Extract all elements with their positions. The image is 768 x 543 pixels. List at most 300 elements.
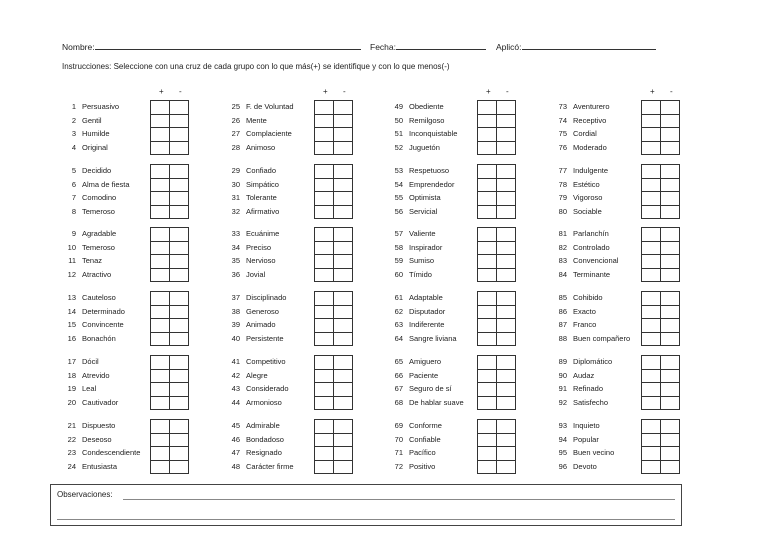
- plus-checkbox[interactable]: [641, 205, 661, 220]
- item-word: Inconquistable: [409, 129, 458, 138]
- plus-checkbox[interactable]: [314, 318, 334, 333]
- plus-checkbox[interactable]: [641, 127, 661, 142]
- minus-checkbox[interactable]: [496, 164, 516, 179]
- plus-checkbox[interactable]: [150, 141, 170, 156]
- minus-checkbox[interactable]: [333, 382, 353, 397]
- plus-checkbox[interactable]: [150, 127, 170, 142]
- plus-checkbox[interactable]: [314, 419, 334, 434]
- minus-label: -: [179, 87, 182, 96]
- plus-checkbox[interactable]: [314, 178, 334, 193]
- item-number: 48: [231, 461, 240, 471]
- plus-checkbox[interactable]: [314, 205, 334, 220]
- plus-checkbox[interactable]: [150, 227, 170, 242]
- plus-checkbox[interactable]: [641, 318, 661, 333]
- plus-checkbox[interactable]: [641, 178, 661, 193]
- item-number: 57: [394, 229, 403, 238]
- plus-checkbox[interactable]: [150, 291, 170, 306]
- plus-checkbox[interactable]: [477, 191, 497, 206]
- plus-checkbox[interactable]: [150, 164, 170, 179]
- minus-checkbox[interactable]: [333, 332, 353, 347]
- adjective-item: [389, 191, 441, 205]
- minus-checkbox[interactable]: [496, 100, 516, 115]
- item-word: Comodino: [82, 193, 117, 202]
- item-word: Considerado: [246, 384, 289, 393]
- plus-checkbox[interactable]: [477, 396, 497, 411]
- item-number: 40: [231, 333, 240, 343]
- plus-checkbox[interactable]: [641, 227, 661, 242]
- adjective-item: [389, 460, 435, 474]
- plus-checkbox[interactable]: [150, 355, 170, 370]
- minus-checkbox[interactable]: [660, 382, 680, 397]
- plus-checkbox[interactable]: [641, 460, 661, 475]
- minus-checkbox[interactable]: [496, 433, 516, 448]
- minus-checkbox[interactable]: [333, 164, 353, 179]
- observations-line-2[interactable]: [57, 519, 675, 520]
- minus-checkbox[interactable]: [333, 205, 353, 220]
- answer-grid: [314, 227, 354, 281]
- item-word: Temeroso: [82, 242, 115, 252]
- item-word: Moderado: [573, 142, 607, 152]
- minus-checkbox[interactable]: [660, 227, 680, 242]
- item-word: Parlanchín: [573, 229, 609, 238]
- plus-checkbox[interactable]: [150, 446, 170, 461]
- minus-checkbox[interactable]: [169, 419, 189, 434]
- item-word: Cohibido: [573, 293, 603, 302]
- plus-checkbox[interactable]: [150, 241, 170, 256]
- answer-grid: [477, 355, 517, 409]
- minus-checkbox[interactable]: [660, 268, 680, 283]
- minus-checkbox[interactable]: [660, 318, 680, 333]
- minus-checkbox[interactable]: [496, 127, 516, 142]
- adjective-item: [226, 318, 276, 332]
- item-number: 61: [394, 293, 403, 302]
- plus-checkbox[interactable]: [314, 396, 334, 411]
- plus-checkbox[interactable]: [477, 419, 497, 434]
- plus-checkbox[interactable]: [641, 141, 661, 156]
- adjective-item: [553, 332, 630, 346]
- date-line[interactable]: [396, 40, 486, 50]
- item-number: 72: [394, 461, 403, 471]
- minus-checkbox[interactable]: [333, 241, 353, 256]
- plus-checkbox[interactable]: [641, 254, 661, 269]
- item-number: 26: [231, 115, 240, 125]
- plus-checkbox[interactable]: [150, 268, 170, 283]
- minus-checkbox[interactable]: [169, 446, 189, 461]
- adjective-item: [62, 241, 115, 255]
- minus-checkbox[interactable]: [660, 178, 680, 193]
- plus-checkbox[interactable]: [314, 460, 334, 475]
- plus-checkbox[interactable]: [477, 291, 497, 306]
- plus-checkbox[interactable]: [477, 241, 497, 256]
- item-number: 52: [394, 142, 403, 152]
- minus-checkbox[interactable]: [169, 355, 189, 370]
- adjective-item: [226, 268, 265, 282]
- plus-checkbox[interactable]: [641, 419, 661, 434]
- plus-checkbox[interactable]: [150, 460, 170, 475]
- adjective-group: [389, 227, 551, 283]
- plus-checkbox[interactable]: [150, 433, 170, 448]
- minus-checkbox[interactable]: [169, 305, 189, 320]
- item-number: 60: [394, 269, 403, 279]
- minus-checkbox[interactable]: [660, 191, 680, 206]
- plus-checkbox[interactable]: [477, 446, 497, 461]
- plus-checkbox[interactable]: [314, 191, 334, 206]
- minus-checkbox[interactable]: [169, 318, 189, 333]
- minus-checkbox[interactable]: [660, 254, 680, 269]
- plus-checkbox[interactable]: [477, 127, 497, 142]
- minus-checkbox[interactable]: [496, 241, 516, 256]
- adjective-item: [62, 291, 116, 305]
- plus-checkbox[interactable]: [314, 355, 334, 370]
- minus-label: -: [670, 87, 673, 96]
- plus-checkbox[interactable]: [477, 305, 497, 320]
- plus-checkbox[interactable]: [641, 355, 661, 370]
- minus-checkbox[interactable]: [496, 382, 516, 397]
- plus-checkbox[interactable]: [150, 332, 170, 347]
- item-word: Refinado: [573, 384, 604, 393]
- minus-checkbox[interactable]: [496, 305, 516, 320]
- minus-checkbox[interactable]: [169, 332, 189, 347]
- minus-checkbox[interactable]: [496, 460, 516, 475]
- minus-checkbox[interactable]: [169, 227, 189, 242]
- minus-checkbox[interactable]: [333, 460, 353, 475]
- plus-checkbox[interactable]: [641, 433, 661, 448]
- observations-box[interactable]: [50, 484, 682, 526]
- item-number: 87: [558, 320, 567, 329]
- adjective-item: [389, 100, 444, 114]
- item-number: 73: [558, 102, 567, 111]
- adjective-group: [553, 227, 715, 283]
- item-word: Estético: [573, 179, 600, 189]
- plus-checkbox[interactable]: [314, 254, 334, 269]
- plus-checkbox[interactable]: [477, 178, 497, 193]
- plus-checkbox[interactable]: [314, 241, 334, 256]
- minus-checkbox[interactable]: [496, 254, 516, 269]
- minus-checkbox[interactable]: [169, 268, 189, 283]
- minus-checkbox[interactable]: [169, 178, 189, 193]
- plus-checkbox[interactable]: [314, 332, 334, 347]
- minus-checkbox[interactable]: [496, 446, 516, 461]
- plus-checkbox[interactable]: [641, 446, 661, 461]
- minus-checkbox[interactable]: [660, 460, 680, 475]
- minus-checkbox[interactable]: [169, 433, 189, 448]
- minus-checkbox[interactable]: [496, 355, 516, 370]
- plus-checkbox[interactable]: [314, 446, 334, 461]
- plus-checkbox[interactable]: [477, 254, 497, 269]
- minus-checkbox[interactable]: [496, 191, 516, 206]
- minus-checkbox[interactable]: [660, 127, 680, 142]
- plus-checkbox[interactable]: [150, 382, 170, 397]
- minus-checkbox[interactable]: [496, 114, 516, 129]
- adjective-item: [62, 254, 102, 268]
- name-field[interactable]: [62, 40, 361, 52]
- plus-checkbox[interactable]: [314, 268, 334, 283]
- item-word: Aventurero: [573, 102, 610, 111]
- minus-checkbox[interactable]: [660, 446, 680, 461]
- item-word: Nervioso: [246, 256, 276, 265]
- item-number: 10: [67, 242, 76, 252]
- item-number: 58: [394, 242, 403, 252]
- item-number: 56: [394, 206, 403, 216]
- minus-checkbox[interactable]: [496, 141, 516, 156]
- minus-checkbox[interactable]: [496, 227, 516, 242]
- plus-checkbox[interactable]: [314, 382, 334, 397]
- minus-checkbox[interactable]: [169, 127, 189, 142]
- minus-checkbox[interactable]: [660, 396, 680, 411]
- minus-checkbox[interactable]: [660, 205, 680, 220]
- answer-grid: [314, 419, 354, 473]
- adjective-item: [226, 191, 277, 205]
- adjective-item: [62, 355, 99, 369]
- minus-checkbox[interactable]: [169, 460, 189, 475]
- minus-checkbox[interactable]: [496, 396, 516, 411]
- plus-checkbox[interactable]: [641, 114, 661, 129]
- minus-checkbox[interactable]: [169, 369, 189, 384]
- adjective-item: [389, 446, 436, 460]
- item-number: 65: [394, 357, 403, 366]
- plus-checkbox[interactable]: [641, 396, 661, 411]
- minus-checkbox[interactable]: [333, 141, 353, 156]
- item-word: Admirable: [246, 421, 280, 430]
- adjective-item: [553, 254, 618, 268]
- item-number: 64: [394, 333, 403, 343]
- item-number: 59: [394, 256, 403, 265]
- item-number: 81: [558, 229, 567, 238]
- plus-checkbox[interactable]: [150, 369, 170, 384]
- minus-checkbox[interactable]: [333, 254, 353, 269]
- plus-checkbox[interactable]: [314, 433, 334, 448]
- item-word: Amiguero: [409, 357, 442, 366]
- plus-checkbox[interactable]: [150, 254, 170, 269]
- item-word: Adaptable: [409, 293, 443, 302]
- adjective-item: [389, 396, 464, 410]
- plus-checkbox[interactable]: [150, 396, 170, 411]
- minus-checkbox[interactable]: [333, 114, 353, 129]
- minus-checkbox[interactable]: [169, 191, 189, 206]
- item-word: Cauteloso: [82, 293, 116, 302]
- item-word: Armonioso: [246, 397, 282, 407]
- date-field[interactable]: [370, 40, 486, 52]
- plus-checkbox[interactable]: [477, 164, 497, 179]
- adjective-item: [553, 396, 608, 410]
- plus-checkbox[interactable]: [477, 205, 497, 220]
- minus-checkbox[interactable]: [169, 291, 189, 306]
- minus-checkbox[interactable]: [169, 254, 189, 269]
- minus-checkbox[interactable]: [333, 446, 353, 461]
- minus-checkbox[interactable]: [169, 241, 189, 256]
- plus-checkbox[interactable]: [641, 241, 661, 256]
- plus-checkbox[interactable]: [314, 164, 334, 179]
- plus-checkbox[interactable]: [150, 305, 170, 320]
- minus-checkbox[interactable]: [660, 291, 680, 306]
- plus-checkbox[interactable]: [477, 227, 497, 242]
- minus-checkbox[interactable]: [496, 369, 516, 384]
- minus-checkbox[interactable]: [660, 332, 680, 347]
- minus-checkbox[interactable]: [660, 164, 680, 179]
- item-number: 77: [558, 166, 567, 175]
- plus-checkbox[interactable]: [477, 382, 497, 397]
- minus-checkbox[interactable]: [169, 164, 189, 179]
- answer-grid: [641, 164, 681, 218]
- adjective-item: [62, 191, 116, 205]
- plus-checkbox[interactable]: [314, 127, 334, 142]
- minus-checkbox[interactable]: [333, 305, 353, 320]
- item-word: Confiable: [409, 434, 441, 444]
- minus-checkbox[interactable]: [496, 268, 516, 283]
- minus-checkbox[interactable]: [660, 355, 680, 370]
- item-number: 79: [558, 193, 567, 202]
- item-word: Tolerante: [246, 193, 277, 202]
- plus-checkbox[interactable]: [314, 369, 334, 384]
- item-word: Cordial: [573, 129, 597, 138]
- item-number: 82: [558, 242, 567, 252]
- adjective-item: [553, 205, 602, 219]
- applies-field[interactable]: [496, 40, 656, 52]
- minus-checkbox[interactable]: [333, 291, 353, 306]
- plus-checkbox[interactable]: [641, 191, 661, 206]
- minus-checkbox[interactable]: [496, 332, 516, 347]
- plus-checkbox[interactable]: [641, 305, 661, 320]
- adjective-group: [62, 227, 224, 283]
- minus-checkbox[interactable]: [660, 100, 680, 115]
- minus-checkbox[interactable]: [333, 318, 353, 333]
- plus-checkbox[interactable]: [314, 227, 334, 242]
- item-number: 19: [67, 384, 76, 393]
- minus-checkbox[interactable]: [660, 114, 680, 129]
- answer-grid: [477, 164, 517, 218]
- observations-label: Observaciones:: [57, 490, 113, 499]
- adjective-group: [389, 419, 551, 475]
- item-word: Humilde: [82, 129, 110, 138]
- item-number: 24: [67, 461, 76, 471]
- minus-checkbox[interactable]: [333, 369, 353, 384]
- minus-checkbox[interactable]: [169, 396, 189, 411]
- minus-checkbox[interactable]: [169, 205, 189, 220]
- item-word: Carácter firme: [246, 461, 294, 471]
- adjective-item: [62, 332, 116, 346]
- adjective-item: [389, 305, 445, 319]
- item-number: 93: [558, 421, 567, 430]
- adjective-item: [389, 254, 434, 268]
- item-number: 55: [394, 193, 403, 202]
- item-word: Seguro de sí: [409, 384, 452, 393]
- plus-checkbox[interactable]: [477, 369, 497, 384]
- plus-checkbox[interactable]: [477, 141, 497, 156]
- plus-checkbox[interactable]: [150, 318, 170, 333]
- adjective-item: [553, 127, 597, 141]
- plus-checkbox[interactable]: [477, 433, 497, 448]
- minus-checkbox[interactable]: [333, 178, 353, 193]
- plus-checkbox[interactable]: [150, 100, 170, 115]
- item-number: 39: [231, 320, 240, 329]
- minus-checkbox[interactable]: [169, 100, 189, 115]
- plus-checkbox[interactable]: [314, 100, 334, 115]
- adjective-item: [389, 318, 444, 332]
- adjective-group: [62, 291, 224, 347]
- item-word: Indulgente: [573, 166, 609, 175]
- answer-grid: [150, 355, 190, 409]
- plus-checkbox[interactable]: [641, 164, 661, 179]
- plus-checkbox[interactable]: [641, 291, 661, 306]
- adjective-group: [553, 100, 715, 156]
- item-word: Confiado: [246, 166, 277, 175]
- minus-checkbox[interactable]: [333, 419, 353, 434]
- name-line[interactable]: [95, 40, 361, 50]
- minus-checkbox[interactable]: [496, 318, 516, 333]
- plus-checkbox[interactable]: [314, 291, 334, 306]
- minus-checkbox[interactable]: [333, 268, 353, 283]
- minus-checkbox[interactable]: [660, 433, 680, 448]
- adjective-item: [226, 396, 282, 410]
- minus-checkbox[interactable]: [333, 433, 353, 448]
- minus-checkbox[interactable]: [169, 141, 189, 156]
- plus-checkbox[interactable]: [477, 355, 497, 370]
- minus-checkbox[interactable]: [333, 355, 353, 370]
- adjective-item: [553, 433, 599, 447]
- adjective-item: [389, 268, 432, 282]
- minus-checkbox[interactable]: [333, 100, 353, 115]
- adjective-item: [62, 127, 110, 141]
- minus-checkbox[interactable]: [496, 178, 516, 193]
- minus-checkbox[interactable]: [333, 127, 353, 142]
- item-number: 84: [558, 269, 567, 279]
- minus-checkbox[interactable]: [496, 419, 516, 434]
- plus-checkbox[interactable]: [477, 100, 497, 115]
- item-word: Inquieto: [573, 421, 600, 430]
- item-number: 36: [231, 269, 240, 279]
- minus-checkbox[interactable]: [169, 382, 189, 397]
- minus-checkbox[interactable]: [333, 227, 353, 242]
- plus-checkbox[interactable]: [641, 369, 661, 384]
- plus-checkbox[interactable]: [477, 318, 497, 333]
- plus-checkbox[interactable]: [477, 268, 497, 283]
- plus-checkbox[interactable]: [150, 178, 170, 193]
- minus-checkbox[interactable]: [333, 191, 353, 206]
- plus-checkbox[interactable]: [641, 268, 661, 283]
- plus-checkbox[interactable]: [641, 100, 661, 115]
- minus-checkbox[interactable]: [496, 291, 516, 306]
- plus-checkbox[interactable]: [150, 191, 170, 206]
- plus-checkbox[interactable]: [314, 305, 334, 320]
- minus-checkbox[interactable]: [333, 396, 353, 411]
- plus-checkbox[interactable]: [150, 205, 170, 220]
- plus-checkbox[interactable]: [477, 460, 497, 475]
- plus-checkbox[interactable]: [150, 114, 170, 129]
- minus-checkbox[interactable]: [660, 419, 680, 434]
- minus-checkbox[interactable]: [169, 114, 189, 129]
- plus-checkbox[interactable]: [477, 114, 497, 129]
- minus-checkbox[interactable]: [660, 305, 680, 320]
- adjective-item: [226, 355, 286, 369]
- plus-checkbox[interactable]: [477, 332, 497, 347]
- plus-checkbox[interactable]: [641, 382, 661, 397]
- plus-checkbox[interactable]: [314, 114, 334, 129]
- plus-checkbox[interactable]: [150, 419, 170, 434]
- plus-checkbox[interactable]: [314, 141, 334, 156]
- minus-label: -: [343, 87, 346, 96]
- plus-checkbox[interactable]: [641, 332, 661, 347]
- adjective-item: [553, 318, 596, 332]
- item-number: 46: [231, 434, 240, 444]
- minus-checkbox[interactable]: [660, 141, 680, 156]
- item-word: Atractivo: [82, 269, 112, 279]
- item-number: 96: [558, 461, 567, 471]
- applies-line[interactable]: [522, 40, 656, 50]
- minus-checkbox[interactable]: [496, 205, 516, 220]
- minus-checkbox[interactable]: [660, 369, 680, 384]
- minus-checkbox[interactable]: [660, 241, 680, 256]
- observations-line-1[interactable]: [123, 499, 675, 500]
